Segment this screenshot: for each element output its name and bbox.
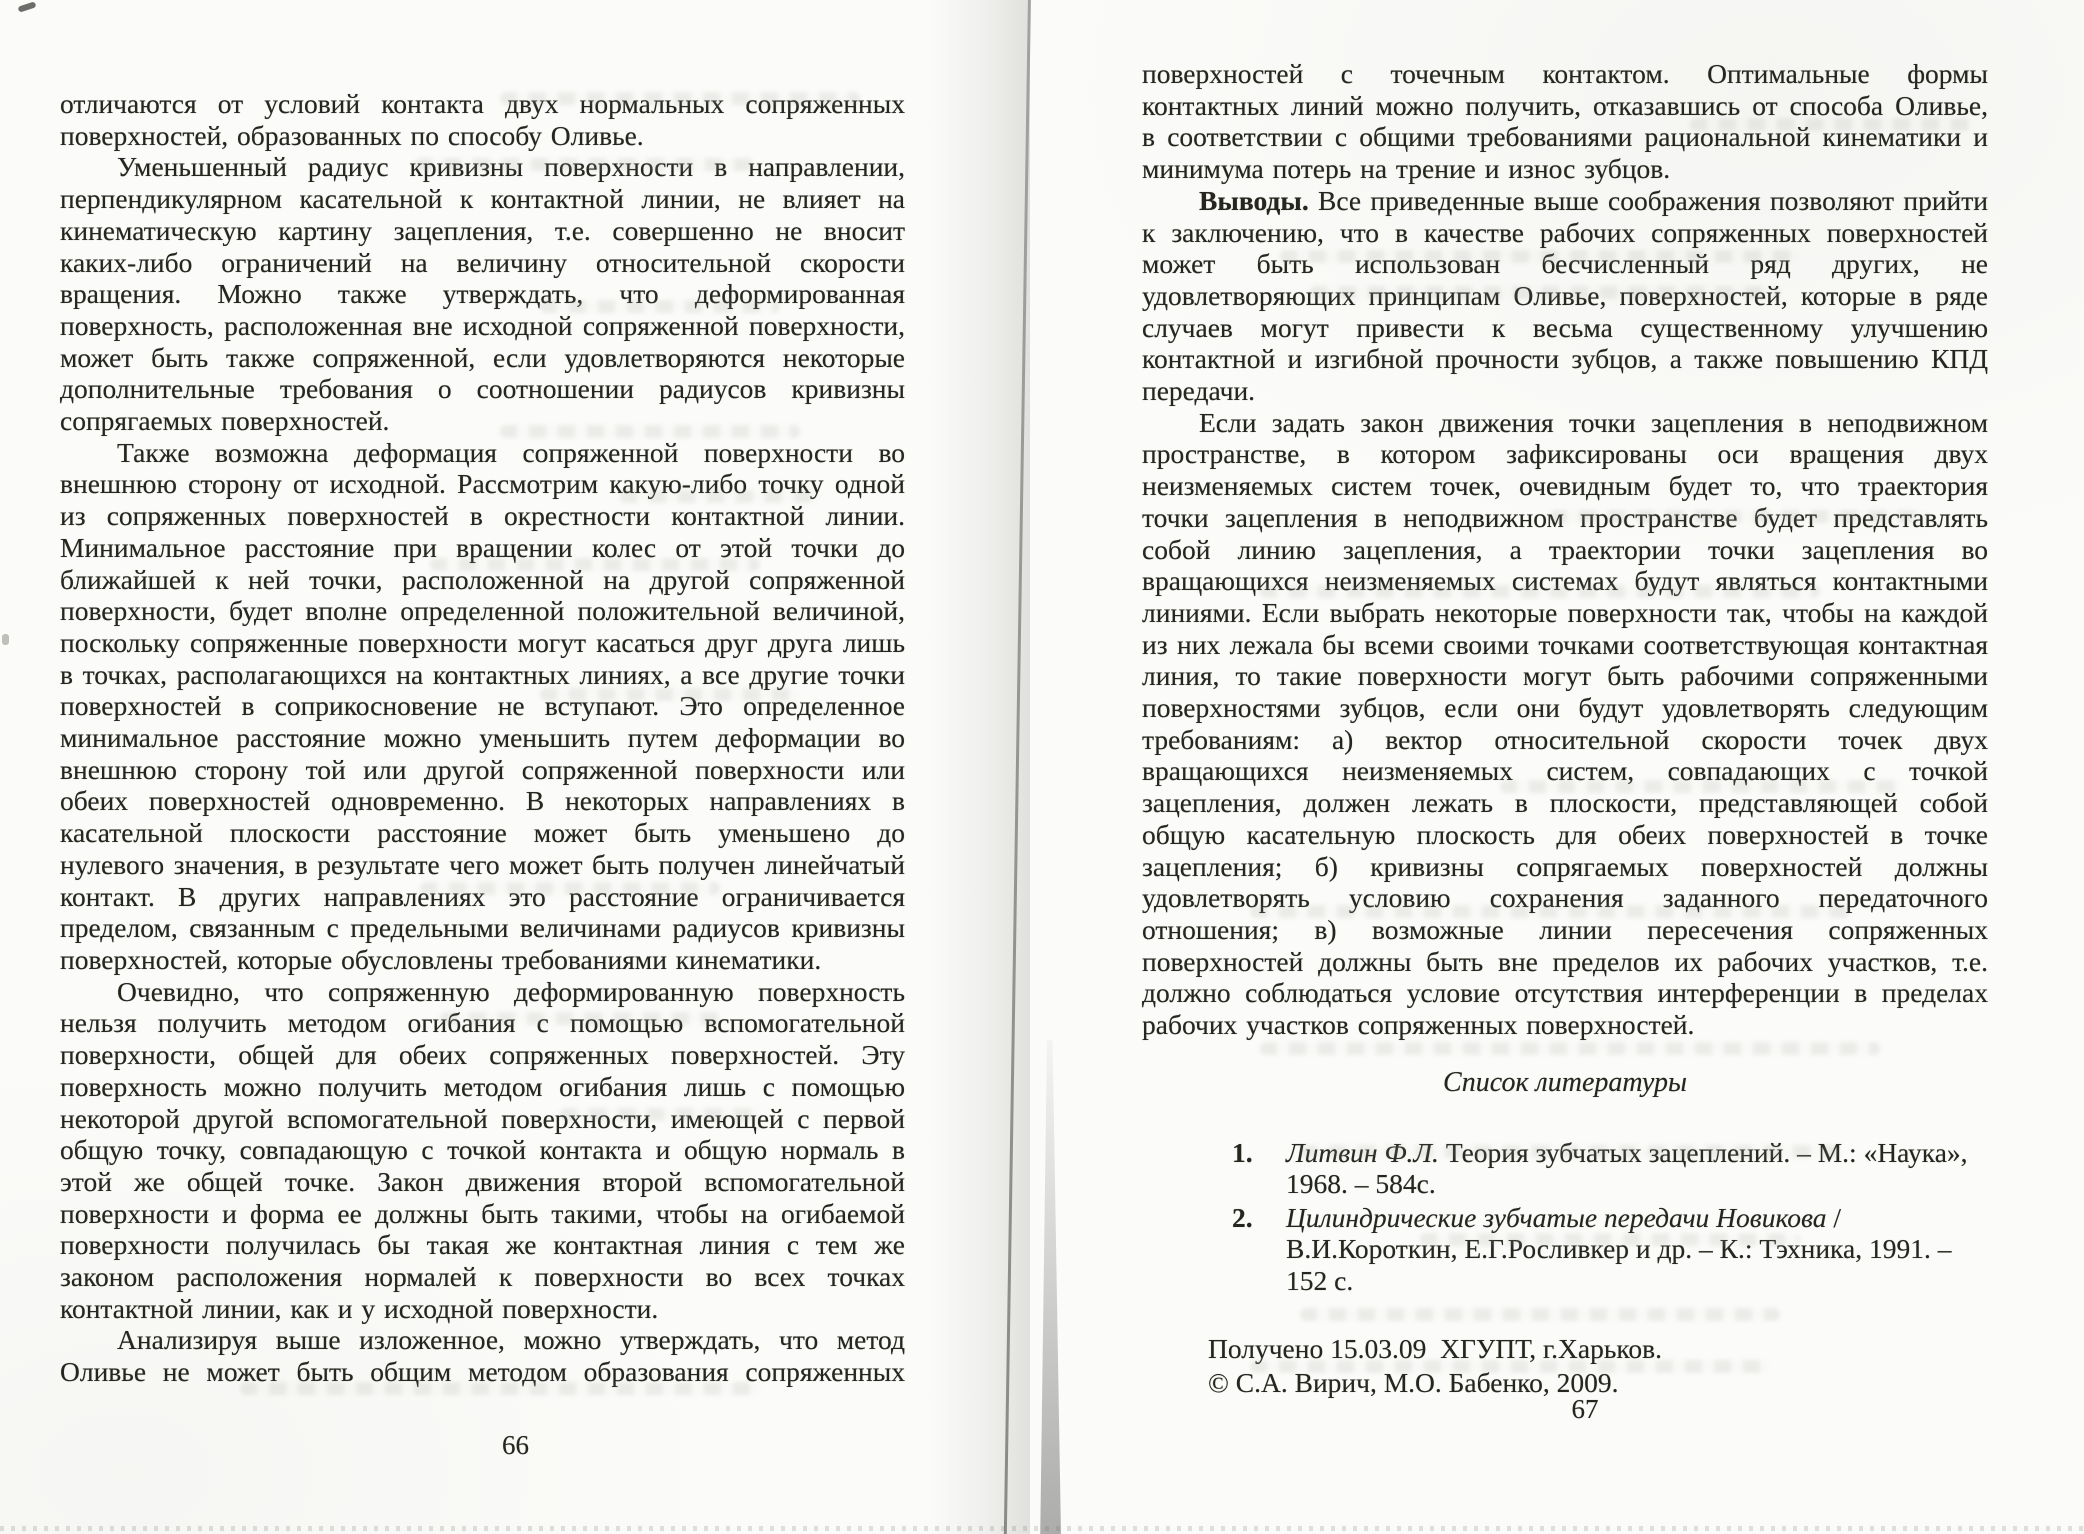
bleedthrough-smudge bbox=[1420, 1233, 1800, 1246]
bleedthrough-smudge bbox=[240, 1382, 760, 1395]
bleedthrough-smudge bbox=[440, 1012, 720, 1025]
bleedthrough-smudge bbox=[1300, 1308, 1780, 1321]
bleedthrough-smudge bbox=[415, 158, 755, 171]
bleedthrough-smudge bbox=[1500, 780, 1900, 793]
page-number-66: 66 bbox=[502, 1430, 529, 1460]
paragraph: поверхностей с точечным контактом. Оптимальные формы контактных линий можно получить, отказавшись от способа Оливье, в соответствии с общими требованиями рациональной кинематики и минимума потерь на трение и износ зубцов. bbox=[1142, 58, 1988, 185]
reference-text: Литвин Ф.Л. Теория зубчатых зацеплений. – М.: «Наука», 1968. – 584с. bbox=[1286, 1136, 1968, 1200]
received-line: Получено 15.03.09 ХГУПТ, г.Харьков. bbox=[1208, 1333, 1662, 1365]
bleedthrough-smudge bbox=[540, 300, 780, 313]
bleedthrough-smudge bbox=[1300, 1145, 1840, 1158]
copyright-line: © С.А. Вирич, М.О. Бабенко, 2009. bbox=[1208, 1367, 1619, 1399]
reference-number: 1. bbox=[1232, 1136, 1253, 1168]
reference-item bbox=[1232, 1202, 1988, 1297]
bleedthrough-smudge bbox=[1550, 510, 1930, 523]
bleedthrough-smudge bbox=[430, 558, 760, 571]
page-67-body bbox=[1142, 58, 1988, 1041]
scan-speck bbox=[18, 1, 37, 12]
bleedthrough-smudge bbox=[1280, 250, 1800, 263]
paragraph: отличаются от условий контакта двух нормальных сопряженных поверхностей, образованных по способу Оливье. bbox=[60, 88, 905, 151]
bleedthrough-smudge bbox=[420, 882, 720, 895]
bleedthrough-smudge bbox=[1690, 118, 1970, 131]
reference-text: Цилиндрические зубчатые передачи Новикова / В.И.Короткин, Е.Г.Росливкер и др. – К.: Тэхника, 1991. – 152 с. bbox=[1286, 1201, 1952, 1296]
bleedthrough-smudge bbox=[1260, 1042, 1880, 1055]
reference-number: 2. bbox=[1232, 1201, 1253, 1233]
paragraph: Выводы. Все приведенные выше соображения позволяют прийти к заключению, что в качестве рабочих сопряженных поверхностей может быть использован бесчисленный ряд других, не удовлетворяющих принципам Оливье, поверхностей, которые в ряде случаев могут привести к весьма существенному улучшению контактной и изгибной прочности зубцов, а также повышению КПД передачи. bbox=[1142, 184, 1988, 407]
references-title: Список литературы bbox=[1443, 1066, 1687, 1098]
page-number-67: 67 bbox=[1571, 1394, 1599, 1424]
bleedthrough-smudge bbox=[500, 92, 860, 105]
paragraph: Уменьшенный радиус кривизны поверхности в направлении, перпендикулярном касательной к контактной линии, не влияет на кинематическую картину зацепления, т.е. совершенно не вносит каких-либо ограничений на величину относительной скорости вращения. Можно также утверждать, что деформированная поверхность, расположенная вне исходной сопряженной поверхности, может быть также сопряженной, если удовлетворяются некоторые дополнительные требования о соотношении радиусов кривизны сопрягаемых поверхностей. bbox=[60, 151, 905, 437]
paragraph: Анализируя выше изложенное, можно утверждать, что метод Оливье не может быть общим методом образования сопряженных bbox=[60, 1324, 905, 1388]
bleedthrough-smudge bbox=[500, 425, 800, 438]
binding-crease-bottom bbox=[1038, 1040, 1066, 1534]
page-66-body bbox=[60, 88, 905, 1388]
bleedthrough-smudge bbox=[620, 490, 820, 503]
bleedthrough-smudge bbox=[1250, 1360, 1770, 1373]
bleedthrough-smudge bbox=[540, 688, 800, 701]
page-66 bbox=[60, 88, 905, 1388]
bleedthrough-smudge bbox=[560, 1108, 760, 1121]
bleedthrough-smudge bbox=[1310, 286, 1780, 299]
binding-shadow bbox=[928, 0, 1030, 1534]
references-list bbox=[1142, 1137, 1988, 1297]
scan-speck bbox=[2, 634, 9, 645]
paragraph: Очевидно, что сопряженную деформированную поверхность нельзя получить методом огибания с помощью вспомогательной поверхности, общей для обеих сопряженных поверхностей. Эту поверхность можно получить методом огибания лишь с помощью некоторой другой вспомогательной поверхности, имеющей с первой общую точку, совпадающую с точкой контакта и общую нормаль в этой же общей точке. Закон движения второй вспомогательной поверхности и форма ее должны быть такими, чтобы на огибаемой поверхности получилась бы такая же контактная линия с тем же законом расположения нормалей к поверхности во всех точках контактной линии, как и у исходной поверхности. bbox=[60, 975, 905, 1324]
bleedthrough-smudge bbox=[1260, 585, 1820, 598]
scanner-edge-artifact bbox=[0, 1526, 2084, 1531]
paragraph: Если задать закон движения точки зацепления в неподвижном пространстве, в котором зафиксированы оси вращения двух неизменяемых систем точек, очевидным будет то, что траектория точки зацепления в неподвижном пространстве будет представлять собой линию зацепления, а траектории точки зацепления во вращающихся неизменяемых системах будут являться контактными линиями. Если выбрать некоторые поверхности так, чтобы на каждой из них лежала бы всеми своими точками соответствующая контактная линия, то такие поверхности могут быть рабочими сопряженными поверхностями зубцов, если они будут удовлетворять следующим требованиям: а) вектор относительной скорости точек двух вращающихся неизменяемых систем, совпадающих с точкой зацепления, должен лежать в плоскости, представляющей собой общую касательную плоскость для обеих поверхностей в точке зацепления; б) кривизны сопрягаемых поверхностей должны удовлетворять условию сохранения заданного передаточного отношения; в) возможные линии пересечения сопряженных поверхностей должны быть вне пределов их рабочих участков, т.е. должно соблюдаться условие отсутствия интерференции в пределах рабочих участков сопряженных поверхностей. bbox=[1142, 406, 1988, 1041]
paragraph: Также возможна деформация сопряженной поверхности во внешнюю сторону от исходной. Рассмотрим какую-либо точку одной из сопряженных поверхностей в окрестности контактной линии. Минимальное расстояние при вращении колес от этой точки до ближайшей к ней точки, расположенной на другой сопряженной поверхности, будет вполне определенной положительной величиной, поскольку сопряженные поверхности могут касаться друг друга лишь в точках, располагающихся на контактных линиях, а все другие точки поверхностей в соприкосновение не вступают. Это определенное минимальное расстояние можно уменьшить путем деформации во внешнюю сторону той или другой сопряженной поверхности или обеих поверхностей одновременно. В некоторых направлениях в касательной плоскости расстояние может быть уменьшено до нулевого значения, в результате чего может быть получен линейчатый контакт. В других направлениях это расстояние ограничивается пределом, связанным с предельными величинами радиусов кривизны поверхностей, которые обусловлены требованиями кинематики. bbox=[60, 436, 905, 975]
bleedthrough-smudge bbox=[1250, 905, 1850, 918]
conclusions-label: Выводы. bbox=[1199, 184, 1309, 216]
